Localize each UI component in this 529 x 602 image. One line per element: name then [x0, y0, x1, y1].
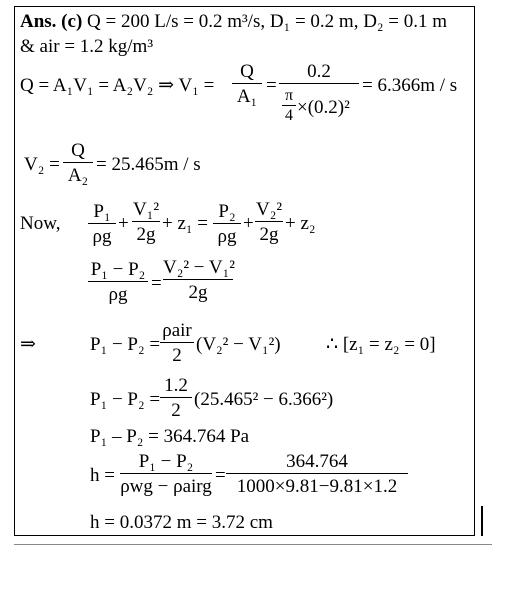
now-label: Now, [20, 213, 61, 234]
eq1-fraction-1: Q A₁ [232, 62, 262, 106]
eq3-plus-1: + [118, 213, 129, 234]
eq5-rest: (V₂² − V₁²) [196, 334, 281, 355]
implies-arrow: ⇒ [20, 334, 36, 355]
eq8-fraction-right: 364.764 1000×9.81−9.81×1.2 [226, 452, 408, 496]
eq8-equals: = [215, 465, 226, 486]
given-values-1: Q = 200 L/s = 0.2 m³/s, D₁ = 0.2 m, D₂ = 0.1 m [87, 11, 448, 32]
eq4-fraction-left: P₁ − P₂ ρg [88, 260, 148, 304]
eq6-rest: (25.465² − 6.366²) [194, 389, 334, 410]
eq2-lhs: V₂ = [24, 154, 60, 175]
eq3-z1: + z₁ = [162, 213, 208, 234]
eq1-pi-over-4: π 4 [282, 88, 296, 124]
eq3-fraction-v1: V₁² 2g [132, 199, 160, 245]
eq3-plus-2: + [243, 213, 254, 234]
eq5-fraction: ρair 2 [160, 321, 194, 365]
eq3-fraction-p2: P₂ ρg [213, 202, 241, 246]
eq3-fraction-p1: P₁ ρg [88, 202, 116, 246]
answer-label: Ans. (c) [20, 11, 83, 32]
eq2-fraction: Q A₂ [63, 141, 93, 185]
eq2-result: = 25.465m / s [96, 154, 201, 175]
eq1-lhs: Q = A₁V₁ = A₂V₂ ⇒ V₁ = [20, 75, 215, 96]
eq1-fraction-2: 0.2 [279, 62, 359, 87]
right-edge-line [481, 506, 483, 536]
eq8-fraction-left: P₁ − P₂ ρwg − ρairg [120, 451, 212, 497]
eq9-final-answer: h = 0.0372 m = 3.72 cm [90, 512, 273, 533]
eq1-denominator-rest: ×(0.2)² [297, 97, 350, 118]
bottom-rule [14, 544, 492, 545]
eq6-lhs: P₁ − P₂ = [90, 389, 161, 410]
eq5-note: ∴ [z₁ = z₂ = 0] [326, 334, 436, 355]
given-values-2: & air = 1.2 kg/m³ [20, 36, 154, 57]
eq7-result: P₁ – P₂ = 364.764 Pa [90, 426, 250, 447]
eq3-z2: + z₂ [285, 213, 316, 234]
eq4-fraction-right: V₂² − V₁² 2g [163, 257, 235, 303]
eq1-result: = 6.366m / s [362, 75, 458, 96]
eq6-fraction: 1.2 2 [160, 376, 192, 420]
eq8-lhs: h = [90, 465, 115, 486]
given-line-1 [20, 12, 447, 31]
eq1-equals: = [266, 75, 277, 96]
eq4-equals: = [151, 273, 162, 294]
eq3-fraction-v2: V₂² 2g [255, 199, 283, 245]
eq5-lhs: P₁ − P₂ = [90, 334, 161, 355]
given-line-2 [20, 37, 153, 56]
